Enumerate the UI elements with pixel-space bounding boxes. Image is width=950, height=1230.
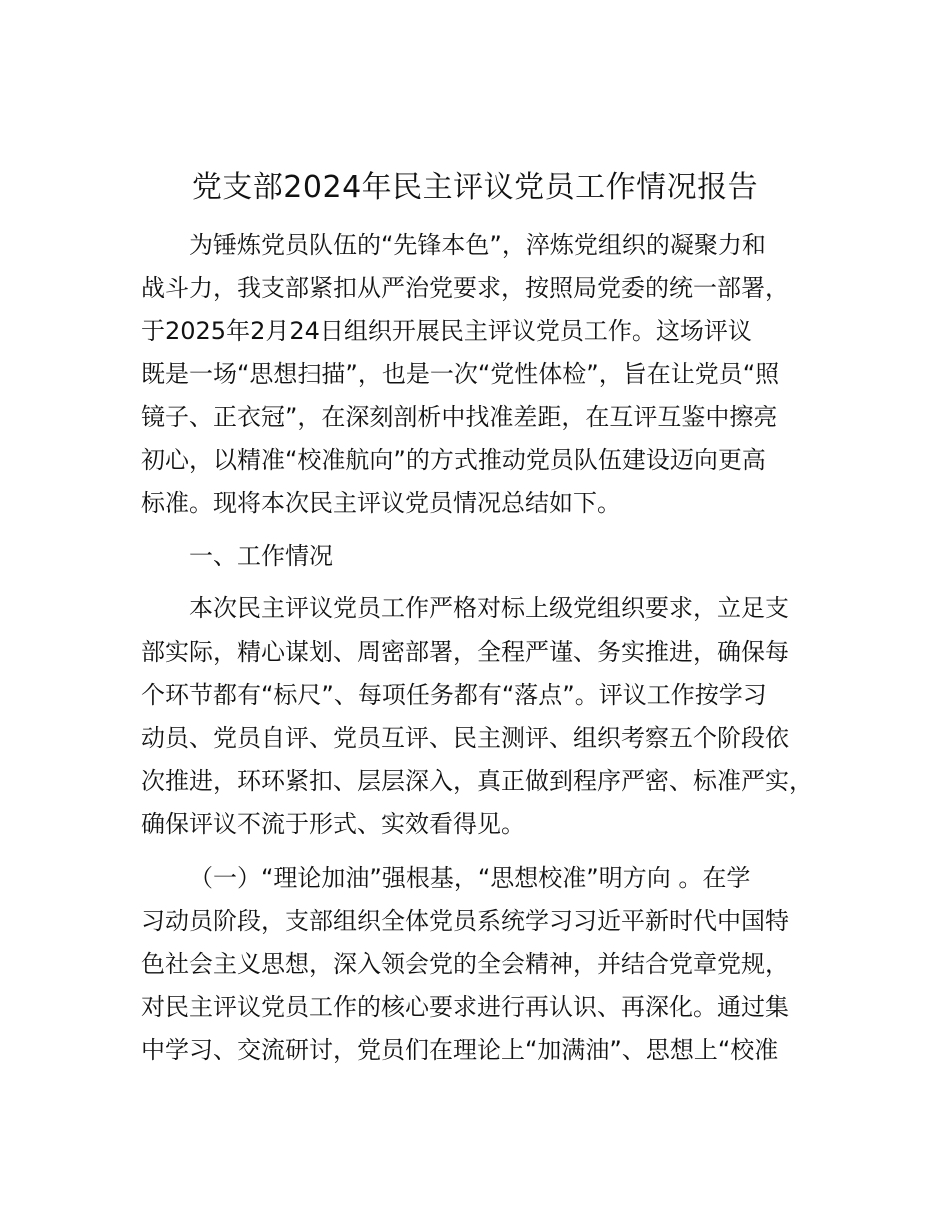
- subsection-line-1: （一）“理论加油”强根基，“思想校准”明方向 。在学: [189, 864, 751, 892]
- section-line-6: 确保评议不流于形式、实效看得见。: [141, 810, 525, 838]
- section-line-2: 部实际，精心谋划、周密部署，全程严谨、务实推进，确保每: [141, 638, 789, 666]
- subsection-line-3: 色社会主义思想，深入领会党的全会精神，并结合党章党规，: [141, 950, 789, 978]
- subsection-line-2: 习动员阶段，支部组织全体党员系统学习习近平新时代中国特: [141, 907, 789, 935]
- section-line-3: 个环节都有“标尺”、每项任务都有“落点”。评议工作按学习: [141, 681, 767, 709]
- subsection-line-5: 中学习、交流研讨，党员们在理论上“加满油”、思想上“校准: [141, 1036, 779, 1064]
- intro-line-6: 初心，以精准“校准航向”的方式推动党员队伍建设迈向更高: [141, 446, 766, 474]
- intro-line-5: 镜子、正衣冠”，在深刻剖析中找准差距，在互评互鉴中擦亮: [141, 403, 778, 431]
- intro-line-4: 既是一场“思想扫描”，也是一次“党性体检”，旨在让党员“照: [141, 360, 780, 388]
- intro-line-3: 于2025年2月24日组织开展民主评议党员工作。这场评议: [141, 317, 752, 345]
- intro-line-7: 标准。现将本次民主评议党员情况总结如下。: [141, 489, 621, 517]
- subsection-line-4: 对民主评议党员工作的核心要求进行再认识、再深化。通过集: [141, 993, 789, 1021]
- intro-line-1: 为锤炼党员队伍的“先锋本色”，淬炼党组织的凝聚力和: [189, 231, 766, 259]
- section-line-1: 本次民主评议党员工作严格对标上级党组织要求，立足支: [189, 594, 789, 622]
- section-line-5: 次推进，环环紧扣、层层深入，真正做到程序严密、标准严实，: [141, 767, 813, 795]
- section-heading: 一、工作情况: [189, 542, 333, 570]
- section-line-4: 动员、党员自评、党员互评、民主测评、组织考察五个阶段依: [141, 724, 789, 752]
- document-title: 党支部2024年民主评议党员工作情况报告: [191, 170, 759, 205]
- intro-line-2: 战斗力，我支部紧扣从严治党要求，按照局党委的统一部署，: [141, 274, 789, 302]
